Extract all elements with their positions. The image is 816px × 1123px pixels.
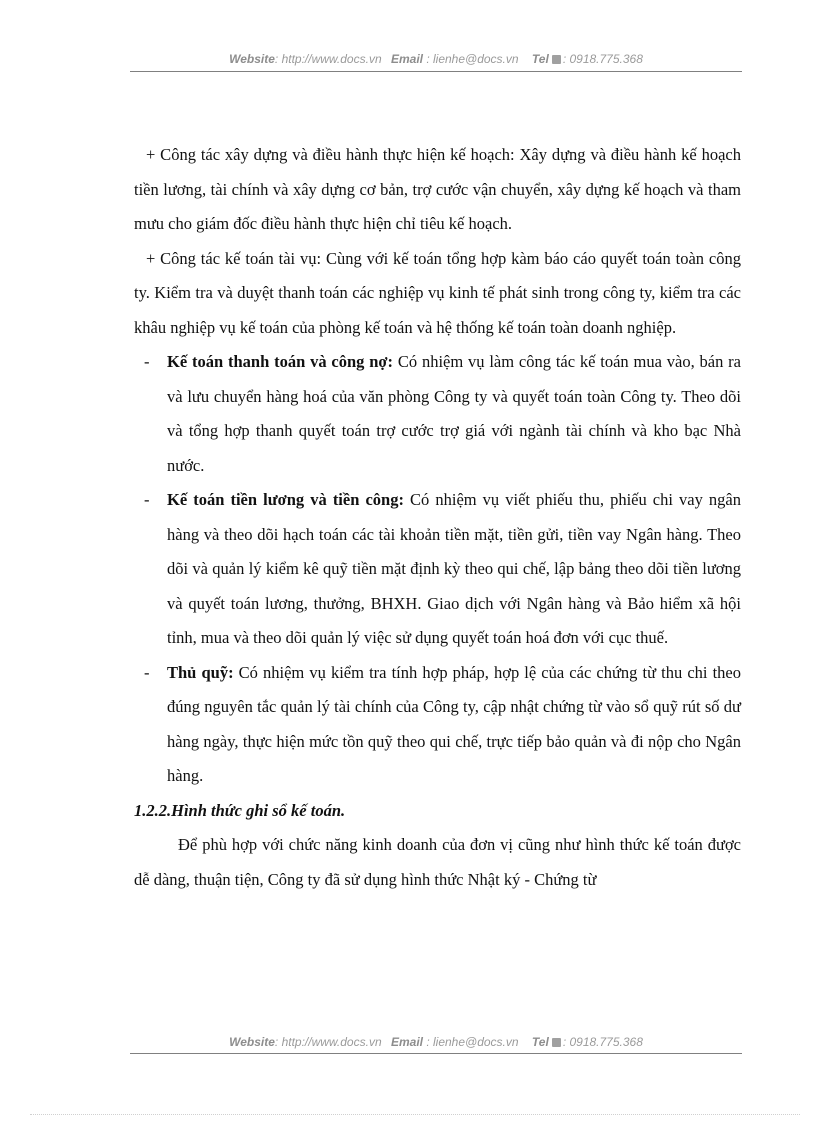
bullet-dash: - [144,490,150,509]
bullet-text: Có nhiệm vụ kiểm tra tính hợp pháp, hợp lệ của các chứng từ thu chi theo đúng nguyên tắc quản lý tài chính của Công ty, cập nhật chứng từ vào sổ quỹ rút số dư hàng ngày, thực hiện mức tồn quỹ theo qui chế, trực tiếp bảo quản và đi nộp cho Ngân hàng. [167,662,741,785]
section-heading: 1.2.2.Hình thức ghi sổ kế toán. [134,800,346,820]
phone-icon [552,1038,561,1047]
bullet-dash: - [144,352,150,371]
document-body [134,138,741,897]
bullet-item [134,483,741,656]
bullet-dash: - [144,662,150,682]
bullet-text: Có nhiệm vụ làm công tác kế toán mua vào, bán ra và lưu chuyển hàng hoá của văn phòng Công ty và quyết toán toàn Công ty. Theo dõi và tổng hợp thanh quyết toán trợ cước trợ giá với ngành tài chính và kho bạc Nhà nước. [167,352,741,475]
phone-icon [552,55,561,64]
email-label: Email [390,52,423,66]
footer-rule [130,1053,742,1054]
tel-value: : 0918.775.368 [562,1035,643,1049]
website-label: Website [229,1035,275,1049]
paragraph-plan-work: + Công tác xây dựng và điều hành thực hiện kế hoạch: Xây dựng và điều hành kế hoạch tiền lương, tài chính và xây dựng cơ bản, trợ cước vận chuyển, xây dựng kế hoạch và tham mưu cho giám đốc điều hành thực hiện chỉ tiêu kế hoạch. [134,145,741,233]
header-rule [130,71,742,72]
tel-label: Tel [531,52,549,66]
bullet-item [134,656,741,794]
website-url[interactable]: : http://www.docs.vn [274,52,382,66]
website-label: Website [229,52,275,66]
page-footer [130,1035,742,1049]
bullet-title: Kế toán thanh toán và công nợ: [167,352,394,371]
page-header [130,52,742,66]
paragraph-bookkeeping-form: Để phù hợp với chức năng kinh doanh của đơn vị cũng như hình thức kế toán được dễ dàng, thuận tiện, Công ty đã sử dụng hình thức Nhật ký - Chứng từ [134,835,741,889]
email-value[interactable]: : lienhe@docs.vn [426,52,519,66]
website-url[interactable]: : http://www.docs.vn [274,1035,382,1049]
page-edge-dots [30,1114,800,1115]
bullet-text: Có nhiệm vụ viết phiếu thu, phiếu chi vay ngân hàng và theo dõi hạch toán các tài khoản tiền mặt, tiền gửi, tiền vay Ngân hàng. Theo dõi và quản lý kiểm kê quỹ tiền mặt định kỳ theo qui chế, lập bảng theo dõi tiền lương và quyết toán lương, thưởng, BHXH. Giao dịch với Ngân hàng và Bảo hiểm xã hội tỉnh, mua và theo dõi quản lý việc sử dụng quyết toán hoá đơn với cục thuế. [167,490,742,647]
paragraph-accounting-work: + Công tác kế toán tài vụ: Cùng với kế toán tổng hợp kàm báo cáo quyết toán toàn công ty. Kiểm tra và duyệt thanh toán các nghiệp vụ kinh tế phát sinh trong công ty, kiểm tra các khâu nghiệp vụ kế toán của phòng kế toán và hệ thống kế toán toàn doanh nghiệp. [134,248,741,337]
email-label: Email [390,1035,423,1049]
bullet-title: Thủ quỹ: [167,662,234,682]
tel-label: Tel [531,1035,549,1049]
bullet-title: Kế toán tiền lương và tiền công: [167,490,404,509]
tel-value: : 0918.775.368 [562,52,643,66]
email-value[interactable]: : lienhe@docs.vn [426,1035,519,1049]
bullet-item [134,345,741,483]
